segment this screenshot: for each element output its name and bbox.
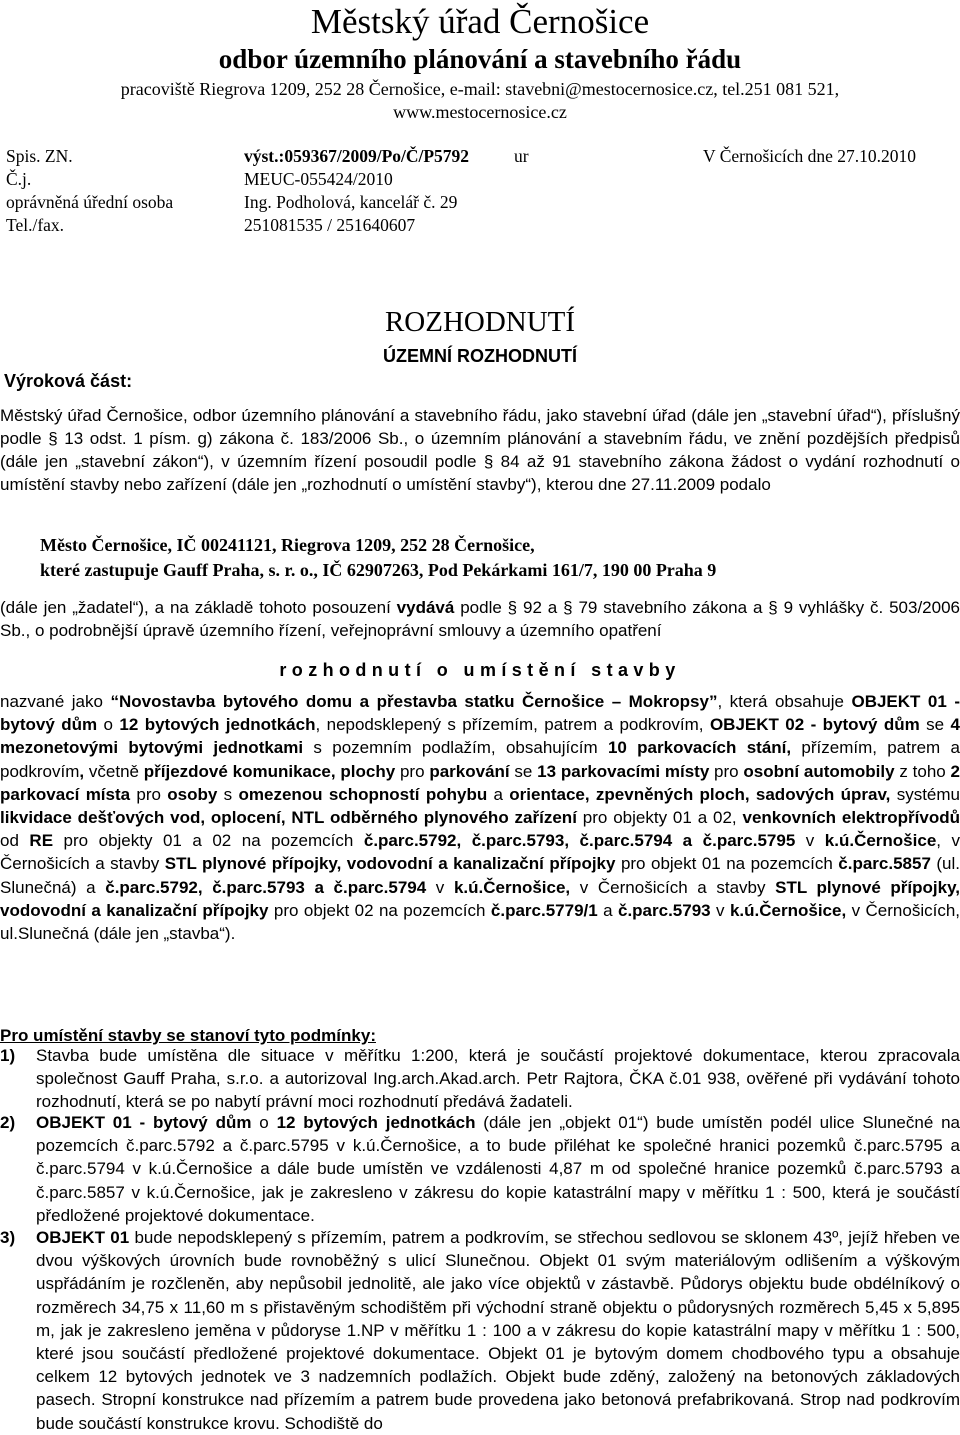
text-run: a <box>487 784 510 804</box>
bold-text-run: STL plynové přípojky, vodovodní a kanalizační přípojky <box>0 877 960 920</box>
text-run: , nepodsklepený s přízemím, patrem a podkrovím, <box>315 715 710 735</box>
bold-text-run: č.parc.5857 <box>838 854 931 874</box>
department-name: odbor územního plánování a stavebního řádu <box>218 44 742 74</box>
bold-text-run: OBJEKT 02 - bytový dům <box>709 715 920 735</box>
bold-text-run: “Novostavba bytového domu a přestavba statku Černošice – Mokropsy” <box>110 692 718 711</box>
text-run: v <box>795 831 825 851</box>
text-run: a <box>597 900 618 920</box>
bold-text-run: k.ú.Černošice <box>824 831 937 851</box>
bold-text-run: k.ú.Černošice, <box>453 877 571 897</box>
text-run: od <box>0 831 30 851</box>
condition-text <box>36 1111 960 1227</box>
bold-text-run: 12 bytových jednotkách <box>276 1113 476 1132</box>
text-run: v <box>426 877 454 897</box>
bold-text-run: STL plynové přípojky, vodovodní a kanalizační přípojky <box>164 854 616 874</box>
applicant-line-1: Město Černošice, IČ 00241121, Riegrova 1209, 252 28 Černošice, <box>40 535 535 555</box>
text-run: v Černošicích a stavby <box>570 877 776 897</box>
text-run: s <box>217 784 239 804</box>
text-run: (ul. Slunečná) a <box>0 854 960 897</box>
issuing-text-b: podle § 92 a § 79 stavebního zákona a § 9 vyhlášky č. 503/2006 Sb., o podrobnější úpravě územního řízení, veřejnoprávní smlouvy a územního opatření <box>0 598 960 640</box>
text-run: v <box>710 900 730 920</box>
officer-label: oprávněná úřední osoba <box>6 192 174 212</box>
decision-heading: rozhodnutí o umístění stavby <box>279 660 681 680</box>
bold-text-run: venkovních elektropřívodů <box>742 808 960 828</box>
officer-value: Ing. Podholová, kancelář č. 29 <box>244 192 458 212</box>
bold-text-run: č.parc.5792, č.parc.5793, č.parc.5794 a č.parc.5795 <box>363 831 796 851</box>
text-run: o <box>251 1113 277 1132</box>
bold-text-run: k.ú.Černošice, <box>729 900 847 920</box>
bold-text-run: OBJEKT 01 - bytový dům <box>36 1113 252 1132</box>
text-run: nazvané jako <box>0 692 111 711</box>
office-web: www.mestocernosice.cz <box>393 102 567 122</box>
cj-label: Č.j. <box>6 169 32 189</box>
bold-text-run: č.parc.5779/1 <box>490 900 598 920</box>
bold-text-run: likvidace dešťových vod, oplocení, NTL odběrného plynového zařízení <box>0 808 577 828</box>
place-date: V Černošicích dne 27.10.2010 <box>703 146 917 166</box>
tel-value: 251081535 / 251640607 <box>244 215 416 235</box>
text-run: pro objekt 02 na pozemcích <box>268 900 491 920</box>
text-run: pro objekty 01 a 02 na pozemcích <box>53 831 364 851</box>
bold-text-run: 10 parkovacích stání, <box>607 738 792 758</box>
applicant-line-2: které zastupuje Gauff Praha, s. r. o., IČ 62907263, Pod Pekárkami 161/7, 190 00 Praha 9 <box>40 560 717 580</box>
spis-value: výst.:059367/2009/Po/Č/P5792 <box>244 146 470 166</box>
bold-text-run: RE <box>29 831 54 851</box>
cj-value: MEUC-055424/2010 <box>244 169 393 189</box>
condition-number: 2) <box>0 1113 16 1132</box>
spis-label: Spis. ZN. <box>6 146 73 166</box>
text-run: v Černošicích, ul.Slunečná (dále jen „stavba“). <box>0 900 960 944</box>
project-description <box>0 690 960 945</box>
decision-subtitle: ÚZEMNÍ ROZHODNUTÍ <box>383 346 577 366</box>
text-run: pro objekty 01 a 02, <box>576 808 743 828</box>
bold-text-run: č.parc.5793 <box>618 900 711 920</box>
text-run: se <box>509 761 538 781</box>
bold-text-run: 2 parkovací místa <box>0 761 960 804</box>
decision-title: ROZHODNUTÍ <box>384 306 576 338</box>
text-run: systému <box>890 784 960 804</box>
bold-text-run: osobní automobily <box>743 761 895 781</box>
text-run: z toho <box>894 761 951 781</box>
text-run: pro <box>130 784 168 804</box>
bold-text-run: příjezdové komunikace, plochy <box>143 761 396 781</box>
text-run: přízemím, patrem a podkrovím <box>0 738 960 781</box>
bold-text-run: OBJEKT 01 - bytový dům <box>0 692 960 735</box>
bold-text-run: 4 mezonetovými bytovými jednotkami <box>0 715 960 758</box>
bold-text-run: orientace, zpevněných ploch, sadových úprav, <box>509 784 891 804</box>
text-run: , v Černošicích a stavby <box>0 831 960 874</box>
spis-suffix: ur <box>514 146 529 166</box>
condition-number: 3) <box>0 1228 16 1247</box>
condition-text <box>36 1226 960 1435</box>
condition-number: 1) <box>0 1046 16 1065</box>
issuing-paragraph <box>0 596 960 642</box>
operative-part-label: Výroková část: <box>4 371 133 391</box>
bold-text-run: omezenou schopností pohybu <box>238 784 488 804</box>
text-run: pro <box>709 761 744 781</box>
tel-label: Tel./fax. <box>6 215 65 235</box>
bold-text-run: OBJEKT 01 <box>36 1228 130 1247</box>
issuing-text-a: (dále jen „žadatel“), a na základě tohoto posouzení <box>0 598 397 617</box>
bold-text-run: parkování <box>429 761 510 781</box>
office-address: pracoviště Riegrova 1209, 252 28 Černošice, e-mail: stavebni@mestocernosice.cz, tel.251 081 521, <box>120 79 840 99</box>
intro-paragraph: Městský úřad Černošice, odbor územního plánování a stavebního řádu, jako stavební úřad (dále jen „stavební úřad“), příslušný podle § 13 odst. 1 písm. g) zákona č. 183/2006 Sb., o územním plánování a stavebním řádu, ve znění pozdějších předpisů (dále jen „stavební zákon“), v územním řízení posoudil podle § 84 až 91 stavebního zákona žádost o vydání rozhodnutí o umístění stavby nebo zařízení (dále jen „rozhodnutí o umístění stavby“), kterou dne 27.11.2009 podalo <box>0 406 960 494</box>
text-run: (dále jen „objekt 01“) bude umístěn podél ulice Slunečné na pozemcích č.parc.5792 a č.parc.5795 v k.ú.Černošice, a to bude přiléhat ke společné hranici pozemků č.parc.5795 a č.parc.5794 v k.ú.Černošice a dále bude umístěn ve vzdálenosti 4,87 m od společné hranice pozemků č.parc.5793 a č.parc.5857 v k.ú.Černošice, jak je zakresleno v zákresu do kopie katastrální mapy v měřítku 1 : 500, která je součástí předložené projektové dokumentace. <box>36 1113 960 1225</box>
text-run: pro <box>395 761 430 781</box>
text-run: s pozemním podlažím, obsahujícím <box>303 738 608 758</box>
bold-text-run: 12 bytových jednotkách <box>119 715 316 735</box>
bold-text-run: č.parc.5792, č.parc.5793 a č.parc.5794 <box>105 877 427 897</box>
text-run: pro objekt 01 na pozemcích <box>615 854 839 874</box>
text-run: se <box>919 715 951 735</box>
bold-text-run: 13 parkovacími místy <box>537 761 710 781</box>
text-run: , která obsahuje <box>717 692 852 711</box>
issuing-verb: vydává <box>396 598 455 617</box>
bold-text-run: , <box>79 761 85 781</box>
text-run: včetně <box>84 761 144 781</box>
condition-text <box>36 1044 960 1114</box>
applicant-block <box>40 533 940 583</box>
text-run: bude nepodsklepený s přízemím, patrem a podkrovím, se střechou sedlovou se sklonem 43º, jejíž hřeben ve dvou výškových úrovních bude rovnoběžný s ulicí Slunečnou. Objekt 01 svým materiálovým odlišením a výškovým uspřádáním je rozčleněn, aby nepůsobil jednolitě, ale jako více objektů v zástavbě. Půdorys objektu bude obdélníkový o rozměrech 34,75 x 11,60 m s přistavěným schodištěm při východní straně objektu o půdorysných rozměrech 5,45 x 5,895 m, jak je zakresleno jeměna v půdoryse 1.NP v měřítku 1 : 100 a v zákresu do kopie katastrální mapy v měřítku 1 : 500, které jsou součástí předložené projektové dokumentace. Objekt 01 je bytovým domem chodbového typu a obsahuje celkem 12 bytových jednotek ve 3 nadzemních podlažích. Objekt bude zděný, založený na betonových základových pasech. Stropní konstrukce nad přízemím a patrem bude provedena jako betonová prefabrikovaná. Strop nad podkrovím bude součástí konstrukce krovu. Schodiště do <box>36 1228 960 1433</box>
office-name: Městský úřad Černošice <box>310 2 650 41</box>
text-run: o <box>97 715 120 735</box>
text-run: Stavba bude umístěna dle situace v měřítku 1:200, která je součástí projektové dokumentace, kterou zpracovala společnost Gauff Praha, s.r.o. a autorizoval Ing.arch.Akad.arch. Petr Rajtora, ČKA č.01 938, ověřené při vydávání tohoto rozhodnutí, která se po nabytí právní moci rozhodnutí předává žadateli. <box>36 1046 960 1112</box>
conditions-title: Pro umístění stavby se stanoví tyto podmínky: <box>0 1026 376 1045</box>
bold-text-run: osoby <box>167 784 218 804</box>
